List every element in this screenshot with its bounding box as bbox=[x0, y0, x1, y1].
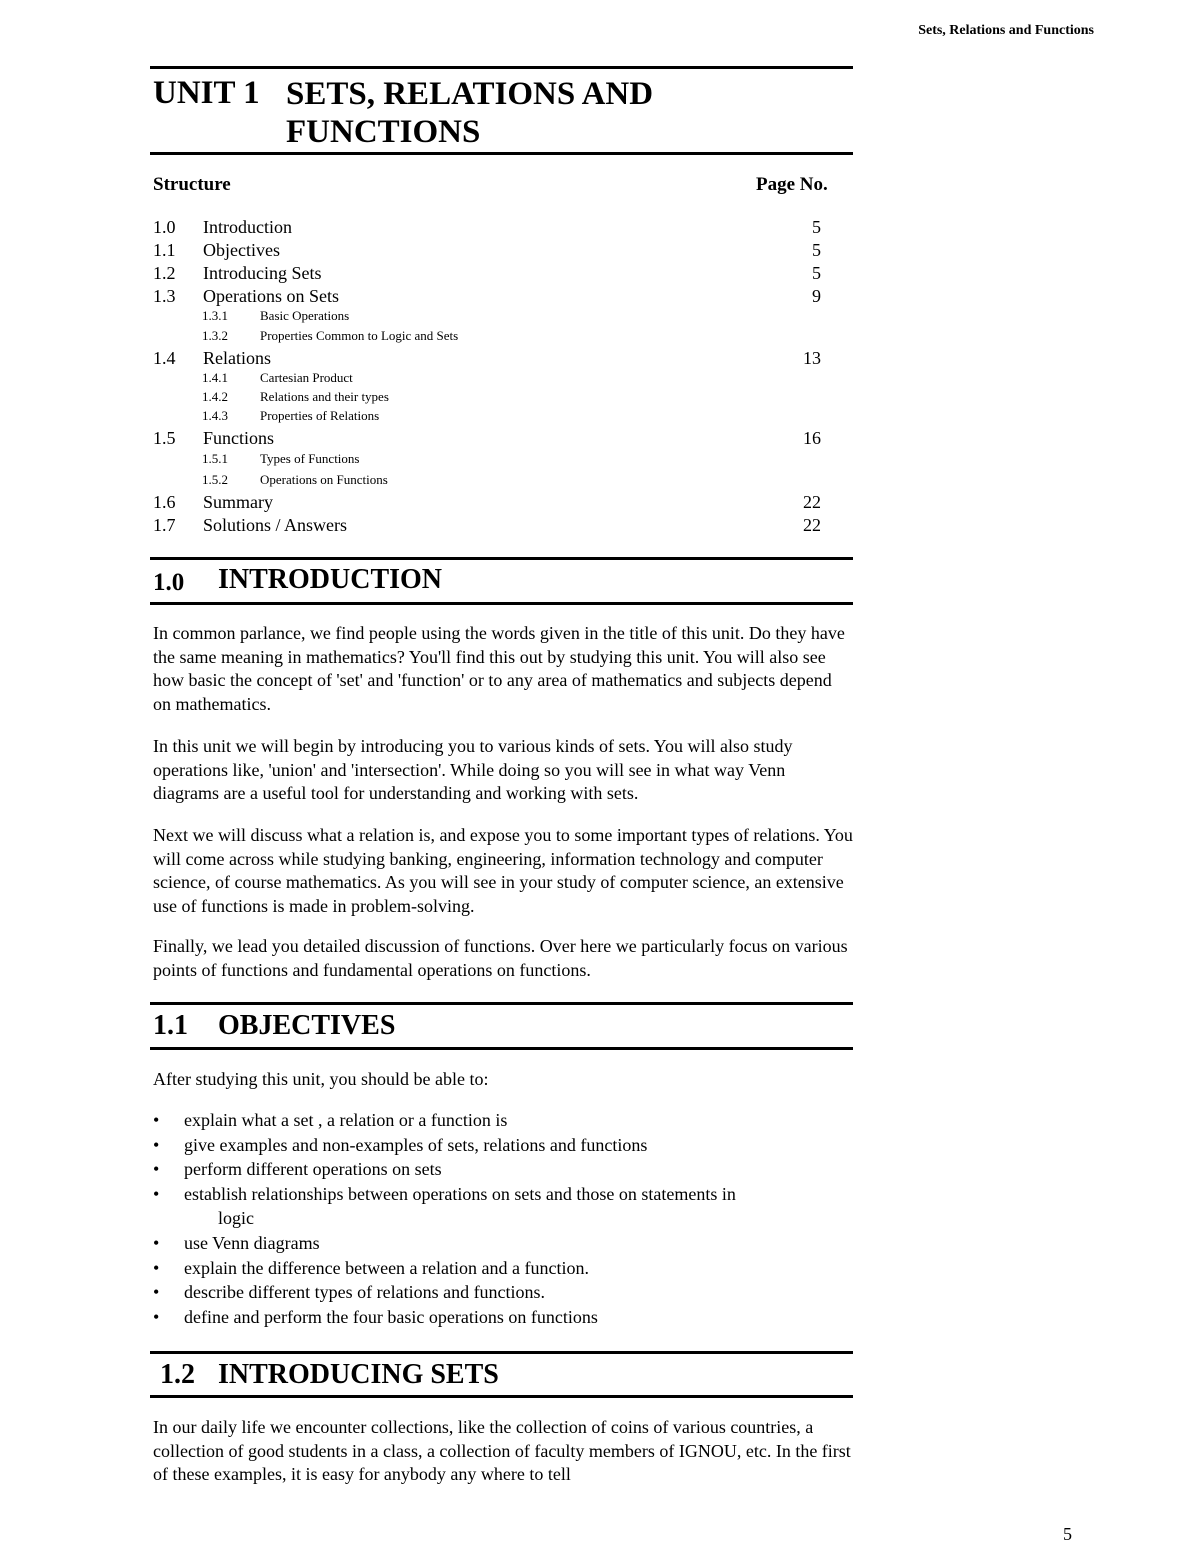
toc-number: 1.1 bbox=[153, 240, 176, 260]
running-head: Sets, Relations and Functions bbox=[918, 23, 1094, 36]
toc-entry[interactable] bbox=[153, 285, 821, 307]
list-item bbox=[153, 1133, 853, 1158]
list-item bbox=[153, 1157, 853, 1182]
section-rule-top bbox=[150, 1351, 853, 1354]
section-number: 1.1 bbox=[153, 1010, 188, 1041]
toc-page: 5 bbox=[812, 217, 821, 237]
section-rule-top bbox=[150, 1002, 853, 1005]
title-rule bbox=[150, 152, 853, 155]
list-item-text: give examples and non-examples of sets, relations and functions bbox=[184, 1134, 648, 1155]
toc-number: 1.3 bbox=[153, 286, 176, 306]
toc-number: 1.4.2 bbox=[202, 389, 228, 404]
structure-label: Structure bbox=[153, 174, 231, 195]
section-rule-bottom bbox=[150, 1047, 853, 1050]
toc-title: Objectives bbox=[203, 240, 280, 260]
toc-title: Operations on Functions bbox=[260, 472, 388, 487]
paragraph: In our daily life we encounter collections, like the collection of coins of various countries, a collection of good students in a class, a collection of faculty members of IGNOU, etc. In the first of these examples, it is easy for anybody any where to tell bbox=[153, 1417, 851, 1484]
list-item bbox=[153, 1231, 853, 1256]
toc-entry[interactable] bbox=[153, 514, 821, 536]
toc-page: 16 bbox=[803, 428, 821, 448]
toc-number: 1.3.1 bbox=[202, 308, 228, 323]
list-item-text: explain the difference between a relation and a function. bbox=[184, 1257, 589, 1278]
toc-entry[interactable] bbox=[153, 262, 821, 284]
toc-title: Summary bbox=[203, 492, 273, 512]
section-number: 1.0 bbox=[153, 569, 185, 596]
list-item-text: describe different types of relations and functions. bbox=[184, 1282, 546, 1303]
toc-entry[interactable] bbox=[153, 347, 821, 369]
toc-page: 22 bbox=[803, 515, 821, 535]
toc-number: 1.6 bbox=[153, 492, 176, 512]
objectives-list bbox=[153, 1108, 853, 1329]
toc-number: 1.4 bbox=[153, 348, 176, 368]
toc-page: 13 bbox=[803, 348, 821, 368]
toc-title: Operations on Sets bbox=[203, 286, 339, 306]
bullet-icon: • bbox=[153, 1306, 160, 1327]
section-rule-bottom bbox=[150, 1395, 853, 1398]
list-item-text: establish relationships between operations on sets and those on statements in bbox=[184, 1183, 736, 1204]
section-rule-top bbox=[150, 557, 853, 560]
paragraph: In common parlance, we find people using the words given in the title of this unit. Do they have the same meaning in mathematics? You'll find this out by studying this unit. You will also see how basic the concept of 'set' and 'function' or to any area of mathematics and subjects depend on mathematics. bbox=[153, 623, 845, 714]
list-item-continuation: logic bbox=[218, 1208, 254, 1229]
bullet-icon: • bbox=[153, 1257, 160, 1278]
toc-title: Properties Common to Logic and Sets bbox=[260, 328, 459, 343]
toc-number: 1.4.3 bbox=[202, 408, 228, 423]
toc-entry[interactable] bbox=[153, 239, 821, 261]
toc-page: 9 bbox=[812, 286, 821, 306]
unit-title: SETS, RELATIONS AND FUNCTIONS bbox=[286, 76, 654, 150]
toc-number: 1.5 bbox=[153, 428, 176, 448]
toc-entry[interactable] bbox=[153, 427, 821, 449]
section-title: OBJECTIVES bbox=[218, 1010, 396, 1041]
bullet-icon: • bbox=[153, 1159, 160, 1180]
toc-entry[interactable] bbox=[153, 491, 821, 513]
list-item bbox=[153, 1280, 853, 1305]
toc-title: Solutions / Answers bbox=[203, 515, 348, 535]
section-number: 1.2 bbox=[160, 1359, 195, 1390]
toc-title: Types of Functions bbox=[260, 451, 360, 466]
bullet-icon: • bbox=[153, 1282, 160, 1303]
toc-title: Introduction bbox=[203, 217, 292, 237]
toc-page: 5 bbox=[812, 240, 821, 260]
toc-title: Basic Operations bbox=[260, 308, 350, 323]
section-rule-bottom bbox=[150, 602, 853, 605]
toc-title: Introducing Sets bbox=[203, 263, 322, 283]
bullet-icon: • bbox=[153, 1134, 160, 1155]
list-item-text: perform different operations on sets bbox=[184, 1159, 442, 1180]
page-number: 5 bbox=[1063, 1524, 1072, 1544]
list-item bbox=[153, 1108, 853, 1133]
bullet-icon: • bbox=[153, 1232, 160, 1253]
toc-entry[interactable] bbox=[153, 216, 821, 238]
toc-number: 1.4.1 bbox=[202, 370, 228, 385]
toc-title: Properties of Relations bbox=[260, 408, 380, 423]
section-title: INTRODUCING SETS bbox=[218, 1359, 499, 1390]
paragraph: Next we will discuss what a relation is, and expose you to some important types of relations. You will come across while studying banking, engineering, information technology and computer science, of course mathematics. As you will see in your study of computer science, an extensive use of functions is made in problem-solving. bbox=[153, 825, 853, 916]
toc-title: Relations bbox=[203, 348, 271, 368]
list-item-text: explain what a set , a relation or a function is bbox=[184, 1110, 508, 1130]
list-item-text: use Venn diagrams bbox=[184, 1232, 320, 1253]
unit-number: UNIT 1 bbox=[153, 75, 260, 111]
toc-number: 1.5.1 bbox=[202, 451, 228, 466]
toc-title: Functions bbox=[203, 428, 275, 448]
toc-title: Relations and their types bbox=[260, 389, 389, 404]
toc-number: 1.7 bbox=[153, 515, 176, 535]
list-item bbox=[153, 1182, 853, 1231]
toc-number: 1.5.2 bbox=[202, 472, 228, 487]
toc-number: 1.2 bbox=[153, 263, 176, 283]
list-item bbox=[153, 1305, 853, 1330]
top-rule bbox=[150, 66, 853, 69]
section-title: INTRODUCTION bbox=[218, 564, 443, 595]
toc-number: 1.3.2 bbox=[202, 328, 228, 343]
bullet-icon: • bbox=[153, 1110, 160, 1130]
paragraph: In this unit we will begin by introducing you to various kinds of sets. You will also study operations like, 'union' and 'intersection'. While doing so you will see in what way Venn diagrams are a useful tool for understanding and working with sets. bbox=[153, 736, 793, 803]
objectives-lead: After studying this unit, you should be able to: bbox=[153, 1069, 489, 1089]
toc-number: 1.0 bbox=[153, 217, 176, 237]
toc-page: 5 bbox=[812, 263, 821, 283]
toc-page: 22 bbox=[803, 492, 821, 512]
list-item bbox=[153, 1256, 853, 1281]
bullet-icon: • bbox=[153, 1183, 160, 1204]
list-item-text: define and perform the four basic operations on functions bbox=[184, 1306, 598, 1327]
toc-title: Cartesian Product bbox=[260, 370, 353, 385]
paragraph: Finally, we lead you detailed discussion of functions. Over here we particularly focus on various points of functions and fundamental operations on functions. bbox=[153, 936, 848, 980]
page-no-label: Page No. bbox=[756, 174, 828, 195]
